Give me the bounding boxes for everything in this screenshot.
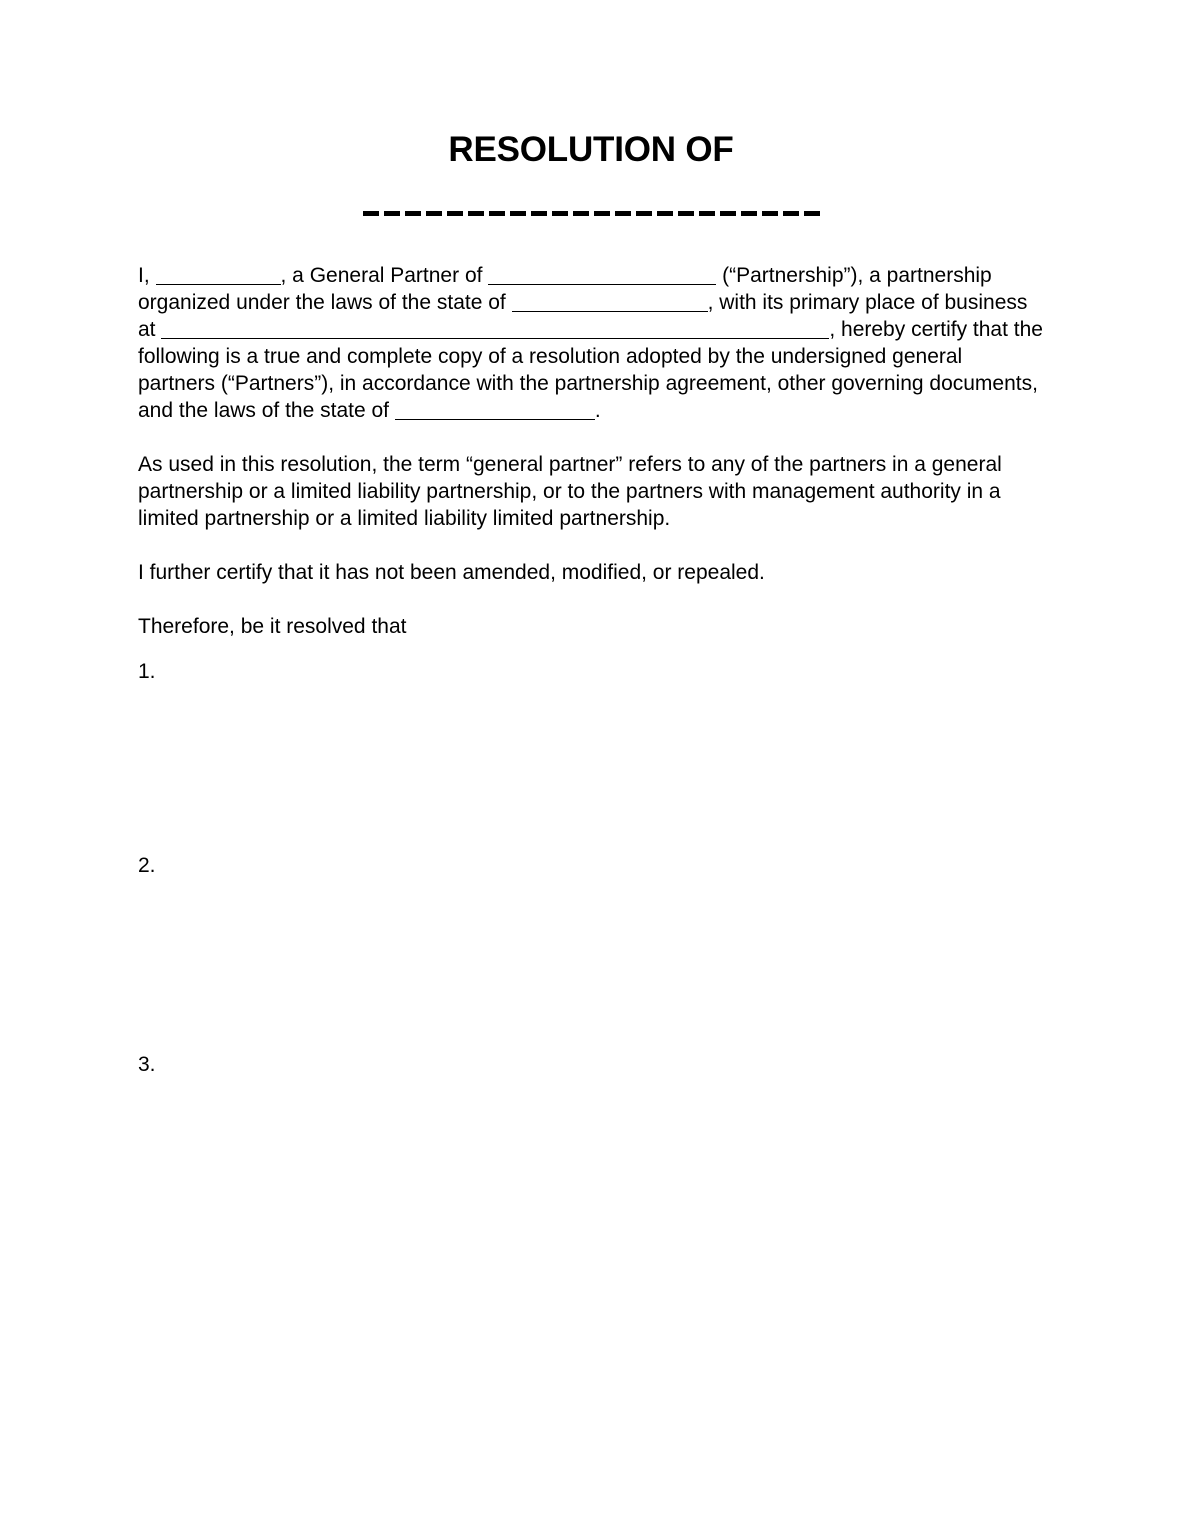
title-blank-rule (138, 198, 1044, 228)
governing-state-blank[interactable] (395, 403, 595, 420)
text-fragment-1: I, (138, 264, 156, 287)
resolution-list (138, 658, 1044, 1085)
paragraph-further-certify: I further certify that it has not been amended, modified, or repealed. (138, 561, 765, 584)
text-fragment-3: (“Partnership”), a partnership organized under the laws of the state of (138, 264, 992, 314)
dash-segment (531, 211, 547, 216)
dash-segment (405, 211, 421, 216)
list-item (138, 852, 1044, 886)
list-item-number: 1. (138, 660, 156, 683)
paragraph-general-partner-definition: As used in this resolution, the term “general partner” refers to any of the partners in a general partnership or a limited liability partnership, or to the partners with management authority in a limited partnership or a limited liability limited partnership. (138, 453, 1002, 530)
dash-segment (720, 211, 736, 216)
text-fragment-5: , hereby certify that the following is a true and complete copy of a resolution adopted by the undersigned general partners (“Partners”), in accordance with the partnership agreement, other governing documents, and the laws of the state of (138, 318, 1043, 422)
dash-segment (426, 211, 442, 216)
text-fragment-2: , a General Partner of (280, 264, 489, 287)
dash-segment (804, 211, 820, 216)
list-item (138, 658, 1044, 692)
dash-segment (573, 211, 589, 216)
text-fragment-4: , with its primary place of business at (138, 291, 1028, 341)
list-item-fill-space (138, 692, 1044, 852)
dash-segment (447, 211, 463, 216)
partnership-name-blank[interactable] (488, 268, 716, 285)
dash-segment (657, 211, 673, 216)
document-body (138, 128, 1044, 1085)
dash-segment (489, 211, 505, 216)
dash-segment (510, 211, 526, 216)
dash-segment (783, 211, 799, 216)
dash-segment (615, 211, 631, 216)
dash-segment (636, 211, 652, 216)
dash-segment (468, 211, 484, 216)
dash-segment (552, 211, 568, 216)
dash-segment (384, 211, 400, 216)
list-item-number: 3. (138, 1053, 156, 1076)
list-item-number: 2. (138, 854, 156, 877)
text-fragment-6: . (594, 399, 601, 422)
dash-segment (594, 211, 610, 216)
list-item-fill-space (138, 886, 1044, 1051)
dash-segment (363, 211, 379, 216)
dashed-rule-icon (363, 211, 820, 216)
list-item (138, 1051, 1044, 1085)
dash-segment (762, 211, 778, 216)
partner-name-blank[interactable] (156, 268, 281, 285)
paragraph-resolved-intro: Therefore, be it resolved that (138, 615, 407, 638)
paragraph-certification (138, 262, 1044, 424)
dash-segment (699, 211, 715, 216)
page-title: RESOLUTION OF (448, 130, 734, 169)
dash-segment (678, 211, 694, 216)
dash-segment (741, 211, 757, 216)
business-address-blank[interactable] (161, 322, 829, 339)
state-of-organization-blank[interactable] (512, 295, 708, 312)
